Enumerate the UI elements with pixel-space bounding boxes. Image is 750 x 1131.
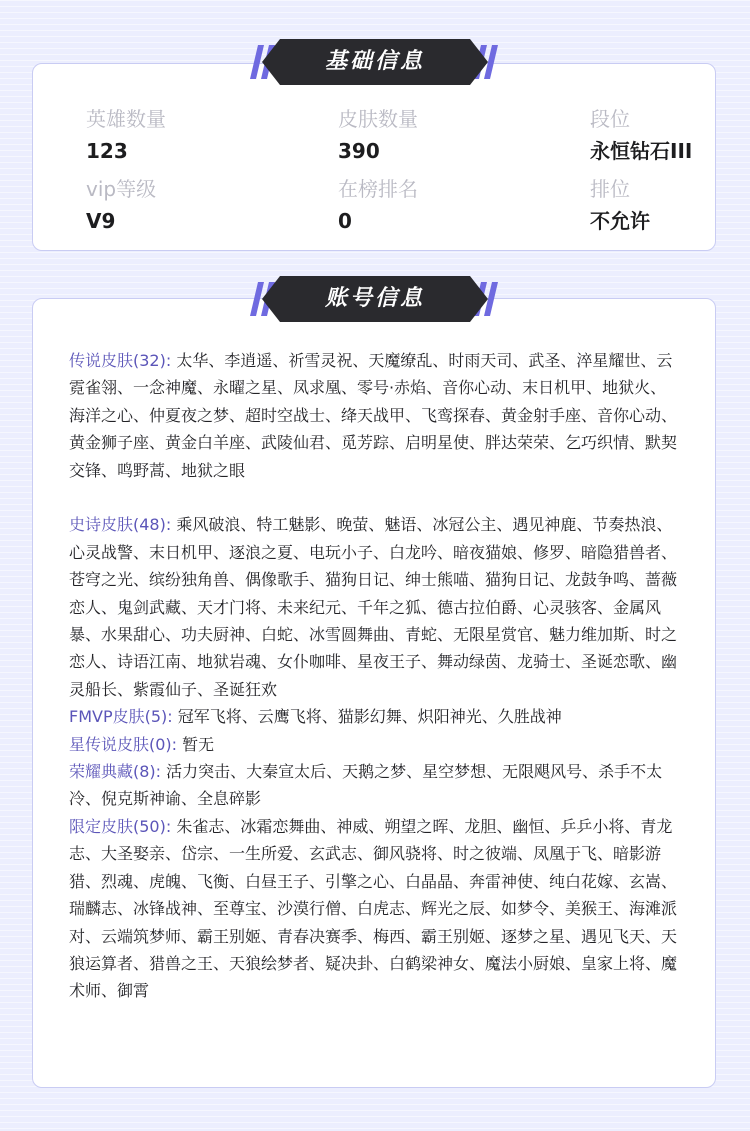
category-items: 暂无 bbox=[182, 734, 215, 754]
category-label: 荣耀典藏(8): bbox=[69, 762, 162, 782]
category-label: 限定皮肤(50): bbox=[69, 816, 172, 836]
skin-group-glory-collection bbox=[69, 758, 679, 813]
skin-list bbox=[69, 347, 679, 1005]
stat-value: V9 bbox=[86, 209, 116, 233]
skin-group-legend bbox=[69, 347, 679, 484]
stat-value: 123 bbox=[86, 139, 128, 163]
stat-label: 英雄数量 bbox=[86, 107, 166, 131]
stat-skin-count bbox=[338, 106, 418, 164]
stat-leaderboard-rank bbox=[338, 176, 418, 234]
category-label: 星传说皮肤(0): bbox=[69, 734, 178, 754]
stat-label: 皮肤数量 bbox=[338, 107, 418, 131]
basic-info-title: 基础信息 bbox=[324, 49, 425, 74]
skin-group-star-legend bbox=[69, 731, 679, 758]
category-items: 朱雀志、冰霜恋舞曲、神威、朔望之晖、龙胆、幽恒、乒乒小将、青龙志、大圣娶亲、岱宗、一生所爱、玄武志、御风骁将、时之彼端、凤凰于飞、暗影游猎、烈魂、虎魄、飞衡、白昼王子、引擎之心、白晶晶、奔雷神使、纯白花嫁、玄嵩、瑞麟志、冰锋战神、至尊宝、沙漠行僧、白虎志、辉光之辰、如梦令、美猴王、海滩派对、云端筑梦师、霸王别姬、青春决赛季、梅西、霸王别姬、逐梦之星、遇见飞天、天狼运算者、猎兽之王、天狼绘梦者、疑决卦、白鹤梁神女、魔法小厨娘、皇家上将、魔术师、御霄 bbox=[69, 816, 678, 1001]
account-info-banner bbox=[248, 276, 502, 322]
skin-group-limited bbox=[69, 813, 679, 1005]
stat-label: vip等级 bbox=[86, 177, 157, 201]
stat-ranked-allowed bbox=[590, 176, 650, 234]
category-label: 史诗皮肤(48): bbox=[69, 515, 172, 535]
category-items: 太华、李逍遥、祈雪灵祝、天魔缭乱、时雨天司、武圣、淬星耀世、云霓雀翎、一念神魔、永曜之星、凤求凰、零号·赤焰、音你心动、末日机甲、地狱火、海洋之心、仲夏夜之梦、超时空战士、绛天战甲、飞鸾探春、黄金射手座、音你心动、黄金狮子座、黄金白羊座、武陵仙君、觅芳踪、启明星使、胖达荣荣、乞巧织情、默契交锋、鸣野蒿、地狱之眼 bbox=[69, 351, 678, 480]
stat-value: 不允许 bbox=[590, 209, 650, 233]
basic-info-banner bbox=[248, 39, 502, 85]
account-info-card bbox=[32, 298, 716, 1088]
category-items: 乘风破浪、特工魅影、晚萤、魅语、冰冠公主、遇见神鹿、节奏热浪、心灵战警、末日机甲、逐浪之夏、电玩小子、白龙吟、暗夜猫娘、修罗、暗隐猎兽者、苍穹之光、缤纷独角兽、偶像歌手、猫狗日记、绅士熊喵、猫狗日记、龙鼓争鸣、蔷薇恋人、鬼剑武藏、天才门将、未来纪元、千年之狐、德古拉伯爵、心灵骇客、金属风暴、水果甜心、功夫厨神、白蛇、冰雪圆舞曲、青蛇、无限星赏官、魅力维加斯、时之恋人、诗语江南、地狱岩魂、女仆咖啡、星夜王子、舞动绿茵、龙骑士、圣诞恋歌、幽灵船长、紫霞仙子、圣诞狂欢 bbox=[69, 515, 678, 699]
stat-label: 段位 bbox=[590, 107, 630, 131]
basic-info-card bbox=[32, 63, 716, 251]
stat-value: 390 bbox=[338, 139, 380, 163]
stat-rank-tier bbox=[590, 106, 692, 164]
stat-label: 排位 bbox=[590, 177, 630, 201]
skin-group-epic bbox=[69, 511, 679, 703]
category-items: 活力突击、大秦宣太后、天鹅之梦、星空梦想、无限飓风号、杀手不太冷、倪克斯神谕、全息碎影 bbox=[69, 762, 663, 809]
stat-value: 永恒钻石III bbox=[590, 139, 693, 163]
stat-vip-level bbox=[86, 176, 156, 234]
account-info-title: 账号信息 bbox=[324, 286, 425, 311]
category-label: 传说皮肤(32): bbox=[69, 351, 172, 370]
stat-label: 在榜排名 bbox=[338, 177, 418, 201]
stat-hero-count bbox=[86, 106, 166, 164]
skin-group-fmvp bbox=[69, 703, 679, 730]
category-items: 冠军飞将、云鹰飞将、猫影幻舞、炽阳神光、久胜战神 bbox=[177, 707, 562, 727]
stat-value: 0 bbox=[338, 209, 352, 233]
category-label: FMVP皮肤(5): bbox=[69, 707, 173, 727]
